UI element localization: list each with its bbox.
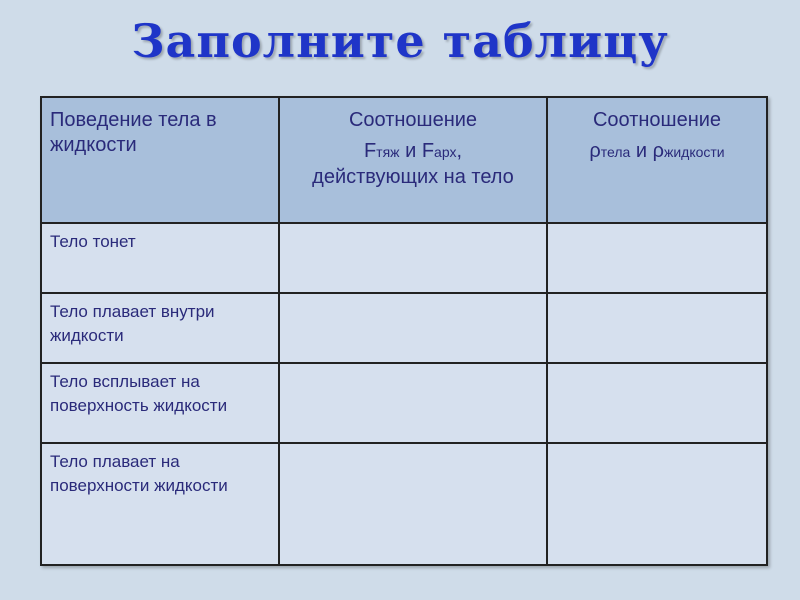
archimedes-force-subscript: арх	[434, 144, 457, 160]
table-row	[41, 363, 767, 443]
forces-ratio-cell[interactable]	[279, 293, 547, 363]
forces-formula	[288, 139, 538, 165]
body-density-symbol: ρ	[589, 140, 601, 162]
table-row	[41, 223, 767, 293]
behavior-table	[40, 96, 768, 566]
forces-ratio-cell[interactable]	[279, 363, 547, 443]
header-forces-ratio-title: Соотношение	[348, 109, 478, 131]
density-ratio-cell[interactable]	[547, 363, 767, 443]
body-density-subscript: тела	[600, 144, 631, 160]
table-row	[41, 443, 767, 565]
page-title: Заполните таблицу	[131, 14, 669, 68]
density-ratio-cell[interactable]	[547, 443, 767, 565]
header-forces-ratio-tail: действующих на тело	[312, 166, 514, 188]
header-forces-ratio	[279, 97, 547, 223]
header-density-ratio-title: Соотношение	[592, 109, 722, 131]
gravity-force-subscript: тяж	[376, 144, 400, 160]
density-ratio-cell[interactable]	[547, 223, 767, 293]
table-header-row	[41, 97, 767, 223]
row-label: Тело тонет	[41, 223, 279, 293]
liquid-density-symbol: ρ	[652, 140, 664, 162]
forces-ratio-cell[interactable]	[279, 223, 547, 293]
forces-and: и	[399, 140, 422, 162]
archimedes-force-symbol: F	[421, 140, 435, 162]
gravity-force-symbol: F	[363, 140, 377, 162]
row-label: Тело всплывает на поверхность жидкости	[41, 363, 279, 443]
header-density-ratio	[547, 97, 767, 223]
table-row	[41, 293, 767, 363]
forces-comma: ,	[456, 140, 463, 162]
header-behavior: Поведение тела в жидкости	[41, 97, 279, 223]
density-and: и	[630, 140, 653, 162]
density-formula	[556, 139, 758, 165]
row-label: Тело плавает внутри жидкости	[41, 293, 279, 363]
row-label: Тело плавает на поверхности жидкости	[41, 443, 279, 565]
forces-ratio-cell[interactable]	[279, 443, 547, 565]
liquid-density-subscript: жидкости	[663, 144, 725, 160]
density-ratio-cell[interactable]	[547, 293, 767, 363]
